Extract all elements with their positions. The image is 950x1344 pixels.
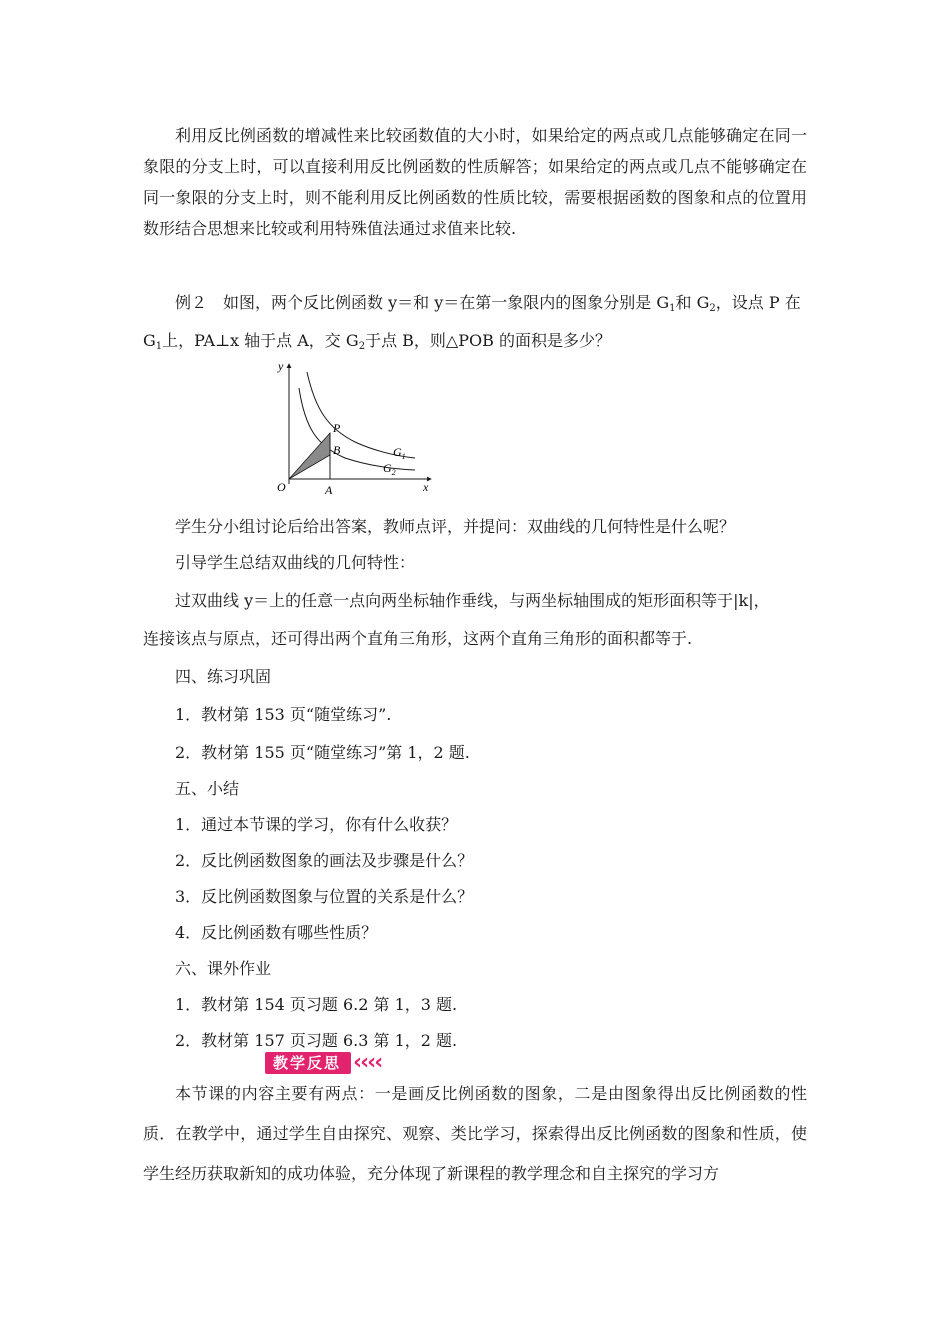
paragraph-reflection: 本节课的内容主要有两点：一是画反比例函数的图象，二是由图象得出反比例函数的性质．在教学中，通过学生自由探究、观察、类比学习，探索得出反比例函数的图象和性质，使学生经历获取新知的成功体验，充分体现了新课程的教学理念和自主探究的学习方 bbox=[143, 1084, 807, 1183]
example-2-line1 bbox=[175, 290, 801, 314]
list-item: 3．反比例函数图象与位置的关系是什么？ bbox=[175, 887, 474, 906]
line-triangle-property: 连接该点与原点，还可得出两个直角三角形，这两个直角三角形的面积都等于. bbox=[143, 629, 693, 648]
line-discussion: 学生分小组讨论后给出答案，教师点评，并提问：双曲线的几何特性是什么呢？ bbox=[175, 517, 736, 536]
list-item: 2．教材第 155 页“随堂练习”第 1，2 题. bbox=[175, 743, 470, 762]
example-text-f: 于点 B，则△POB 的面积是多少？ bbox=[365, 331, 611, 350]
heading-homework: 六、课外作业 bbox=[175, 959, 272, 978]
teaching-reflection-banner bbox=[265, 1050, 381, 1076]
list-item: 4．反比例函数有哪些性质？ bbox=[175, 923, 378, 942]
heading-practice: 四、练习巩固 bbox=[175, 667, 272, 686]
list-item: 1．教材第 154 页习题 6.2 第 1，3 题. bbox=[175, 995, 458, 1014]
label-g2-sub: 2 bbox=[391, 468, 396, 477]
label-y: y bbox=[278, 359, 284, 373]
label-g1-main: G bbox=[393, 445, 402, 459]
example-text-d: G bbox=[143, 331, 156, 350]
example-text-e: 上，PA⊥x 轴于点 A，交 G bbox=[162, 331, 359, 350]
list-item: 1．通过本节课的学习，你有什么收获？ bbox=[175, 815, 458, 834]
chevrons-left-icon: ‹‹‹‹ bbox=[353, 1050, 382, 1075]
paragraph-monotonicity: 利用反比例函数的增减性来比较函数值的大小时，如果给定的两点或几点能够确定在同一象限的分支上时，可以直接利用反比例函数的性质解答；如果给定的两点或几点不能够确定在同一象限的分支上时，则不能利用反比例函数的性质比较，需要根据函数的图象和点的位置用数形结合思想来比较或利用特殊值法通过求值来比较. bbox=[143, 126, 807, 238]
label-o: O bbox=[277, 480, 286, 494]
sub-2a: 2 bbox=[709, 303, 716, 314]
banner-label: 教学反思 bbox=[265, 1052, 351, 1074]
label-g2-main: G bbox=[383, 461, 392, 475]
line-hyperbola-property: 过双曲线 y＝上的任意一点向两坐标轴作垂线，与两坐标轴围成的矩形面积等于|k|， bbox=[175, 591, 770, 610]
hyperbola-figure bbox=[265, 358, 435, 496]
label-g2 bbox=[383, 461, 396, 477]
sub-1a: 1 bbox=[669, 303, 676, 314]
list-item: 1．教材第 153 页“随堂练习”. bbox=[175, 705, 392, 724]
label-p: P bbox=[333, 421, 341, 435]
label-g1-sub: 1 bbox=[401, 452, 406, 461]
label-g1 bbox=[393, 445, 406, 461]
example-text-c: ，设点 P 在 bbox=[715, 293, 801, 312]
example-text-b: 和 G bbox=[675, 293, 710, 312]
sub-1b: 1 bbox=[155, 341, 163, 352]
line-guide: 引导学生总结双曲线的几何特性： bbox=[175, 553, 416, 572]
label-b: B bbox=[333, 443, 341, 457]
example-2-line2 bbox=[143, 328, 611, 352]
triangle-pob bbox=[289, 433, 330, 479]
list-item: 2．教材第 157 页习题 6.3 第 1，2 题. bbox=[175, 1031, 458, 1050]
heading-summary: 五、小结 bbox=[175, 779, 240, 798]
label-a: A bbox=[325, 483, 333, 496]
example-text-a: 例２ 如图，两个反比例函数 y＝和 y＝在第一象限内的图象分别是 G bbox=[175, 293, 670, 312]
label-x: x bbox=[423, 480, 429, 494]
sub-2b: 2 bbox=[358, 341, 366, 352]
hyperbola-figure-svg bbox=[265, 358, 435, 496]
list-item: 2．反比例函数图象的画法及步骤是什么？ bbox=[175, 851, 474, 870]
